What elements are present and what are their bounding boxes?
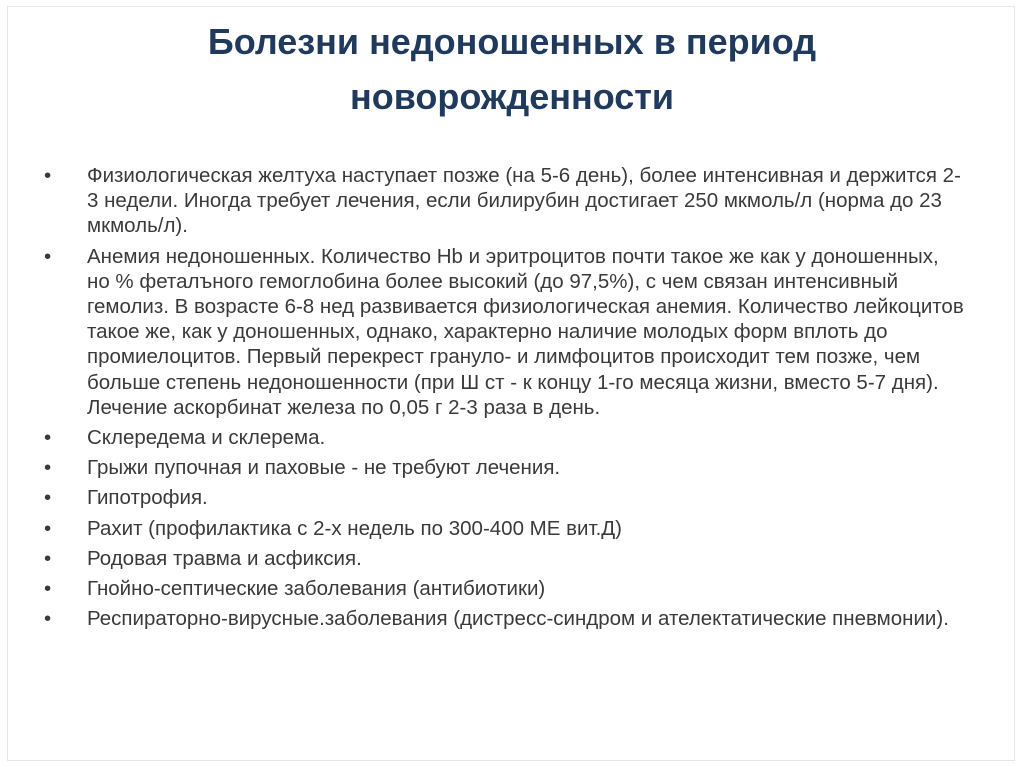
bullet-icon: • [44,546,52,570]
bullet-icon: • [44,164,52,187]
bullet-text: Гипотрофия. [87,486,208,510]
bullet-text: Гнойно-септические заболевания (антибиотики) [87,577,546,601]
bullet-item-anemia [44,244,964,420]
bullet-item-septic [44,576,964,601]
bullet-item-hypotrophy [44,485,964,510]
bullet-text: Респираторно-вирусные.заболевания (дистресс-синдром и ателектатические пневмонии). [87,607,949,631]
bullet-text: Рахит (профилактика с 2-х недель по 300-400 МЕ вит.Д) [87,516,622,540]
bullet-text: Физиологическая желтуха наступает позже (на 5-6 день), более интенсивная и держится 2-3 недели. Иногда требует лечения, если билирубин достигает 250 мкмоль/л (норма до 23 мкмоль/л). [87,164,961,238]
bullet-item-scleredema [44,425,964,450]
bullet-text: Грыжи пупочная и паховые - не требуют лечения. [87,456,561,480]
bullet-icon: • [44,456,52,480]
bullet-icon: • [44,577,52,601]
bullet-icon: • [44,516,52,540]
bullet-item-hernias [44,455,964,480]
bullet-icon: • [44,486,52,510]
bullet-icon: • [44,426,52,450]
bullet-list [44,163,964,636]
bullet-item-respiratory [44,606,964,631]
bullet-icon: • [44,244,52,268]
bullet-text: Родовая травма и асфиксия. [87,546,362,570]
bullet-icon: • [44,607,52,631]
bullet-item-jaundice [44,163,964,239]
bullet-text: Склередема и склерема. [87,426,326,450]
bullet-text: Анемия недоношенных. Количество Hb и эритроцитов почти такое же как у доношенных, но % феталъного гемоглобина более высокий (до 97,5%), с чем связан интенсивный гемолиз. В возрасте 6-8 нед развивается физиологическая анемия. Количество лейкоцитов такое же, как у доношенных, однако, характерно наличие молодых форм вплоть до промиелоцитов. Первый перекрест грануло- и лимфоцитов происходит тем позже, чем больше степень недоношенности (при Ш ст - к концу 1-го месяца жизни, вместо 5-7 дня). Лечение аскорбинат железа по 0,05 г 2-3 раза в день. [87,244,964,419]
slide-title-line-2: новорожденности [349,76,675,117]
bullet-item-birth-trauma [44,546,964,571]
bullet-item-rickets [44,516,964,541]
slide-title [0,14,1024,124]
slide-title-line-1: Болезни недоношенных в период [207,21,817,62]
